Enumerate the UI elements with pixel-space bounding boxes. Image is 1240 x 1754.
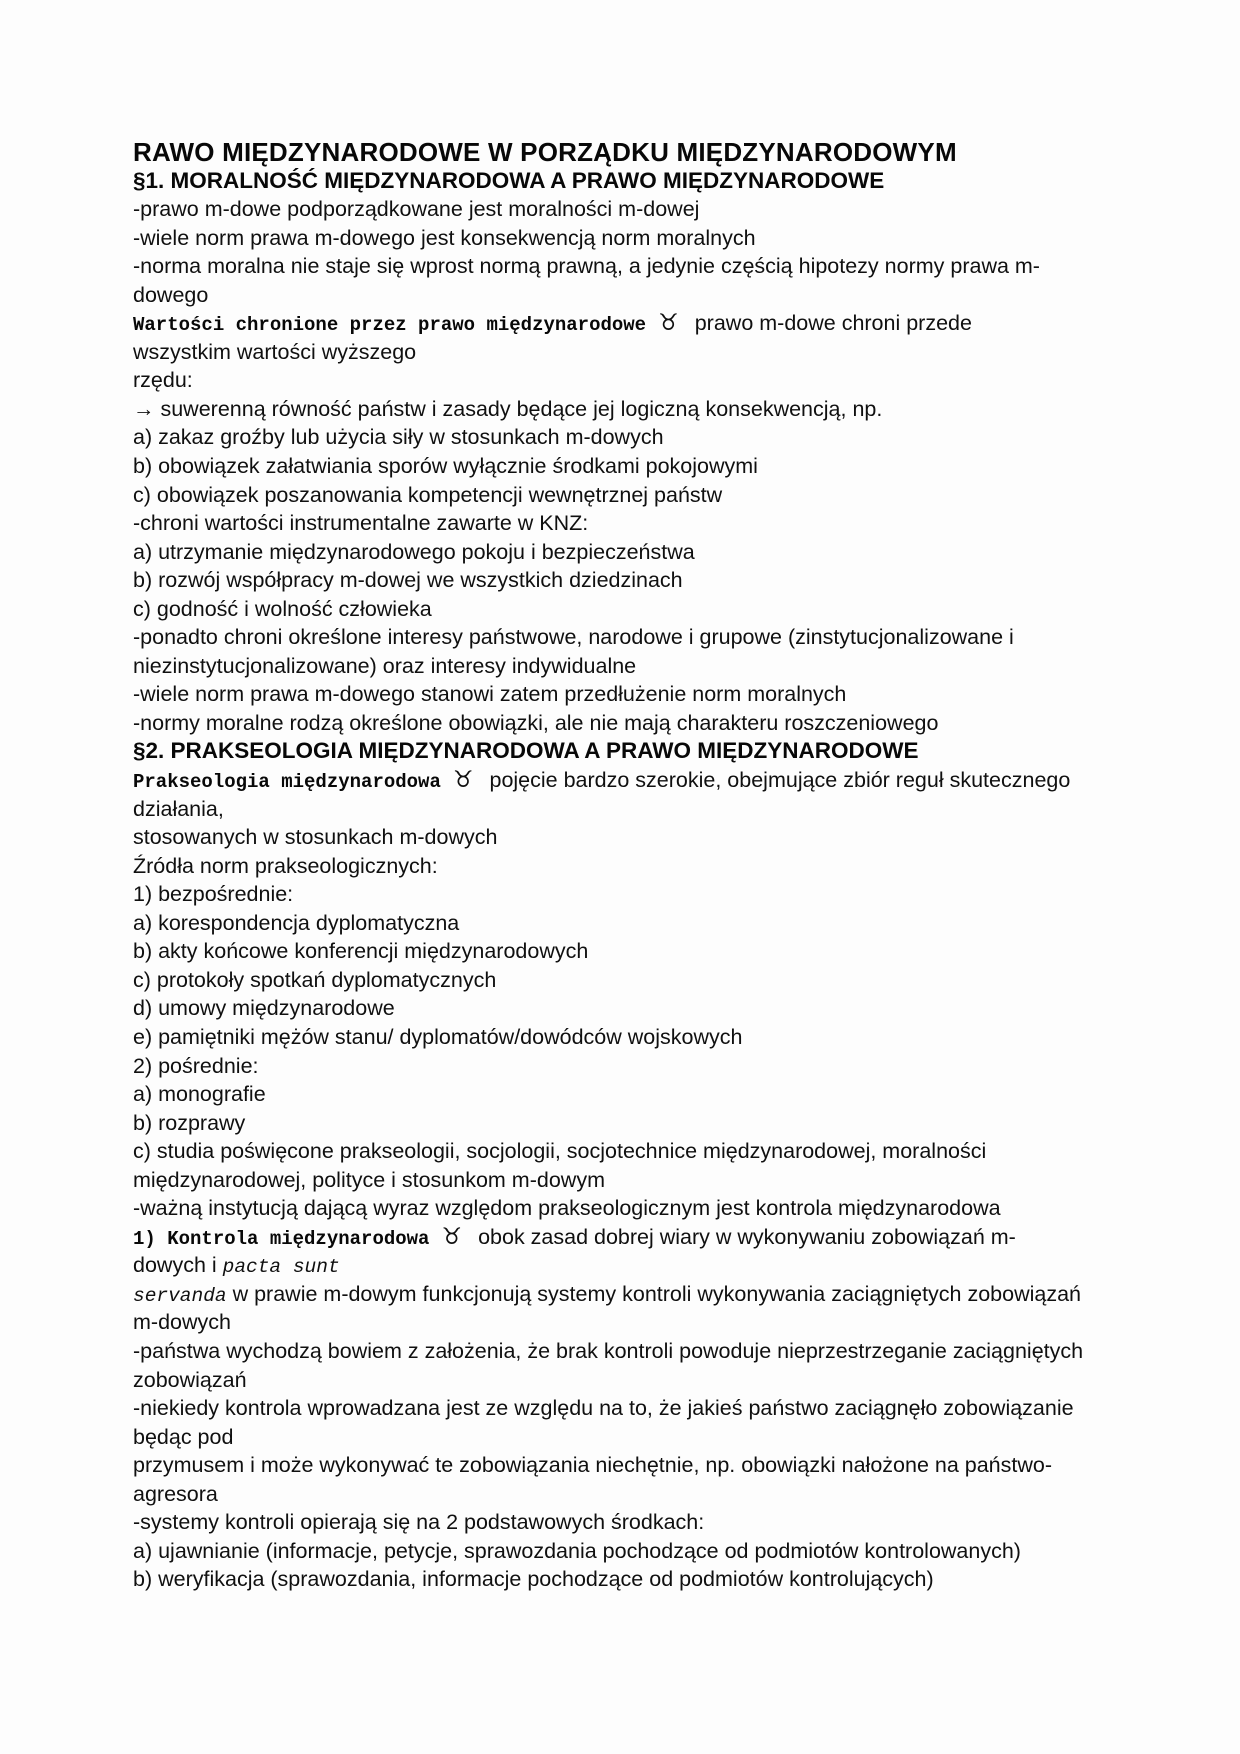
body-text: a) zakaz groźby lub użycia siły w stosunkach m-dowych	[133, 425, 664, 450]
body-text: b) obowiązek załatwiania sporów wyłącznie środkami pokojowymi	[133, 454, 758, 479]
text-line	[133, 1394, 1150, 1423]
body-text: -wiele norm prawa m-dowego jest konsekwencją norm moralnych	[133, 225, 756, 250]
body-text: -państwa wychodzą bowiem z założenia, że brak kontroli powoduje nieprzestrzeganie zaciągniętych	[133, 1338, 1084, 1363]
body-text: -normy moralne rodzą określone obowiązki, ale nie mają charakteru roszczeniowego	[133, 710, 939, 735]
body-text: zobowiązań	[133, 1367, 247, 1392]
body-text: -ważną instytucją dającą wyraz względom prakseologicznym jest kontrola międzynarodowa	[133, 1196, 1001, 1221]
text-line	[133, 823, 1150, 852]
body-text: 1) bezpośrednie:	[133, 882, 294, 907]
body-text: będąc pod	[133, 1424, 234, 1449]
body-text: c) studia poświęcone prakseologii, socjologii, socjotechnice międzynarodowej, moralności	[133, 1139, 987, 1164]
term-highlight: Prakseologia międzynarodowa	[133, 771, 441, 794]
text-line	[133, 1480, 1150, 1509]
document-text-block	[133, 138, 1150, 1594]
body-text: -niekiedy kontrola wprowadzana jest ze względu na to, że jakieś państwo zaciągnęło zobowiązanie	[133, 1396, 1074, 1421]
text-line	[133, 481, 1150, 510]
text-line	[133, 1308, 1150, 1337]
body-text: → suwerenną równość państw i zasady będące jej logiczną konsekwencją, np.	[133, 396, 883, 421]
text-line	[133, 1508, 1150, 1537]
body-text: wszystkim wartości wyższego	[133, 339, 417, 364]
body-text: działania,	[133, 796, 224, 821]
body-text: dowych i	[133, 1253, 223, 1278]
text-line	[133, 1223, 1150, 1252]
text-line	[133, 167, 1150, 196]
body-text: obok zasad dobrej wiary w wykonywaniu zobowiązań m-	[478, 1224, 1016, 1249]
text-line	[133, 1080, 1150, 1109]
body-text: międzynarodowej, polityce i stosunkom m-dowym	[133, 1167, 605, 1192]
text-line	[133, 880, 1150, 909]
body-text: b) rozwój współpracy m-dowej we wszystkich dziedzinach	[133, 568, 683, 593]
body-text: -prawo m-dowe podporządkowane jest moralności m-dowej	[133, 197, 700, 222]
body-text: d) umowy międzynarodowe	[133, 996, 395, 1021]
text-line	[133, 909, 1150, 938]
body-text: b) rozprawy	[133, 1110, 246, 1135]
section-heading: §1. MORALNOŚĆ MIĘDZYNARODOWA A PRAWO MIĘDZYNARODOWE	[133, 167, 885, 193]
body-text: pojęcie bardzo szerokie, obejmujące zbiór reguł skutecznego	[489, 768, 1071, 793]
taurus-symbol-icon: ♉	[658, 310, 679, 337]
body-text: przymusem i może wykonywać te zobowiązania niechętnie, np. obowiązki nałożone na państwo-	[133, 1453, 1053, 1478]
body-text: -norma moralna nie staje się wprost normą prawną, a jedynie częścią hipotezy normy prawa m-	[133, 254, 1040, 279]
body-text: c) obowiązek poszanowania kompetencji wewnętrznej państw	[133, 482, 723, 507]
text-line	[133, 1537, 1150, 1566]
body-text: c) godność i wolność człowieka	[133, 596, 432, 621]
body-text: -chroni wartości instrumentalne zawarte w KNZ:	[133, 511, 589, 536]
body-text: b) weryfikacja (sprawozdania, informacje pochodzące od podmiotów kontrolujących)	[133, 1567, 934, 1592]
section-heading: §2. PRAKSEOLOGIA MIĘDZYNARODOWA A PRAWO MIĘDZYNARODOWE	[133, 738, 919, 764]
body-text: m-dowych	[133, 1310, 231, 1335]
text-line	[133, 994, 1150, 1023]
text-line	[133, 1337, 1150, 1366]
text-line	[133, 1109, 1150, 1138]
text-line	[133, 1052, 1150, 1081]
text-line	[133, 766, 1150, 795]
text-line	[133, 1565, 1150, 1594]
text-line	[133, 195, 1150, 224]
body-text: a) monografie	[133, 1082, 266, 1107]
body-text: Źródła norm prakseologicznych:	[133, 853, 438, 878]
text-line	[133, 1280, 1150, 1309]
text-line	[133, 652, 1150, 681]
latin-phrase: pacta sunt	[222, 1256, 340, 1279]
text-line	[133, 1251, 1150, 1280]
text-line	[133, 566, 1150, 595]
document-title: RAWO MIĘDZYNARODOWE W PORZĄDKU MIĘDZYNARODOWYM	[133, 137, 957, 167]
body-text: prawo m-dowe chroni przede	[694, 311, 972, 336]
latin-phrase: servanda	[133, 1284, 227, 1307]
text-line	[133, 1194, 1150, 1223]
text-line	[133, 1166, 1150, 1195]
body-text: c) protokoły spotkań dyplomatycznych	[133, 967, 497, 992]
body-text: a) utrzymanie międzynarodowego pokoju i bezpieczeństwa	[133, 539, 695, 564]
text-line	[133, 852, 1150, 881]
body-text: rzędu:	[133, 368, 193, 393]
text-line	[133, 423, 1150, 452]
text-line	[133, 338, 1150, 367]
text-line	[133, 623, 1150, 652]
body-text: e) pamiętniki mężów stanu/ dyplomatów/dowódców wojskowych	[133, 1024, 743, 1049]
text-line	[133, 395, 1150, 424]
taurus-symbol-icon: ♉	[441, 1223, 463, 1250]
text-line	[133, 966, 1150, 995]
text-line	[133, 452, 1150, 481]
taurus-symbol-icon: ♉	[452, 767, 474, 794]
body-text: a) korespondencja dyplomatyczna	[133, 910, 460, 935]
body-text: 2) pośrednie:	[133, 1053, 259, 1078]
body-text: agresora	[133, 1481, 218, 1506]
text-line	[133, 595, 1150, 624]
text-line	[133, 709, 1150, 738]
text-line	[133, 1137, 1150, 1166]
term-highlight: Wartości chronione przez prawo międzynarodowe	[133, 314, 647, 337]
body-text: dowego	[133, 282, 209, 307]
text-line	[133, 138, 1150, 167]
body-text: stosowanych w stosunkach m-dowych	[133, 825, 498, 850]
text-line	[133, 281, 1150, 310]
body-text: -wiele norm prawa m-dowego stanowi zatem przedłużenie norm moralnych	[133, 682, 847, 707]
body-text: -ponadto chroni określone interesy państwowe, narodowe i grupowe (zinstytucjonalizowane i	[133, 625, 1014, 650]
body-text: w prawie m-dowym funkcjonują systemy kontroli wykonywania zaciągniętych zobowiązań	[226, 1281, 1082, 1306]
body-text: a) ujawnianie (informacje, petycje, sprawozdania pochodzące od podmiotów kontrolowanych)	[133, 1538, 1021, 1563]
body-text: niezinstytucjonalizowane) oraz interesy indywidualne	[133, 653, 637, 678]
body-text: -systemy kontroli opierają się na 2 podstawowych środkach:	[133, 1510, 705, 1535]
text-line	[133, 1023, 1150, 1052]
term-highlight: 1) Kontrola międzynarodowa	[133, 1227, 430, 1250]
text-line	[133, 937, 1150, 966]
text-line	[133, 509, 1150, 538]
text-line	[133, 1423, 1150, 1452]
text-line	[133, 538, 1150, 567]
text-line	[133, 252, 1150, 281]
text-line	[133, 1366, 1150, 1395]
text-line	[133, 795, 1150, 824]
text-line	[133, 737, 1150, 766]
text-line	[133, 309, 1150, 338]
text-line	[133, 1451, 1150, 1480]
text-line	[133, 366, 1150, 395]
text-line	[133, 224, 1150, 253]
text-line	[133, 680, 1150, 709]
body-text: b) akty końcowe konferencji międzynarodowych	[133, 939, 589, 964]
